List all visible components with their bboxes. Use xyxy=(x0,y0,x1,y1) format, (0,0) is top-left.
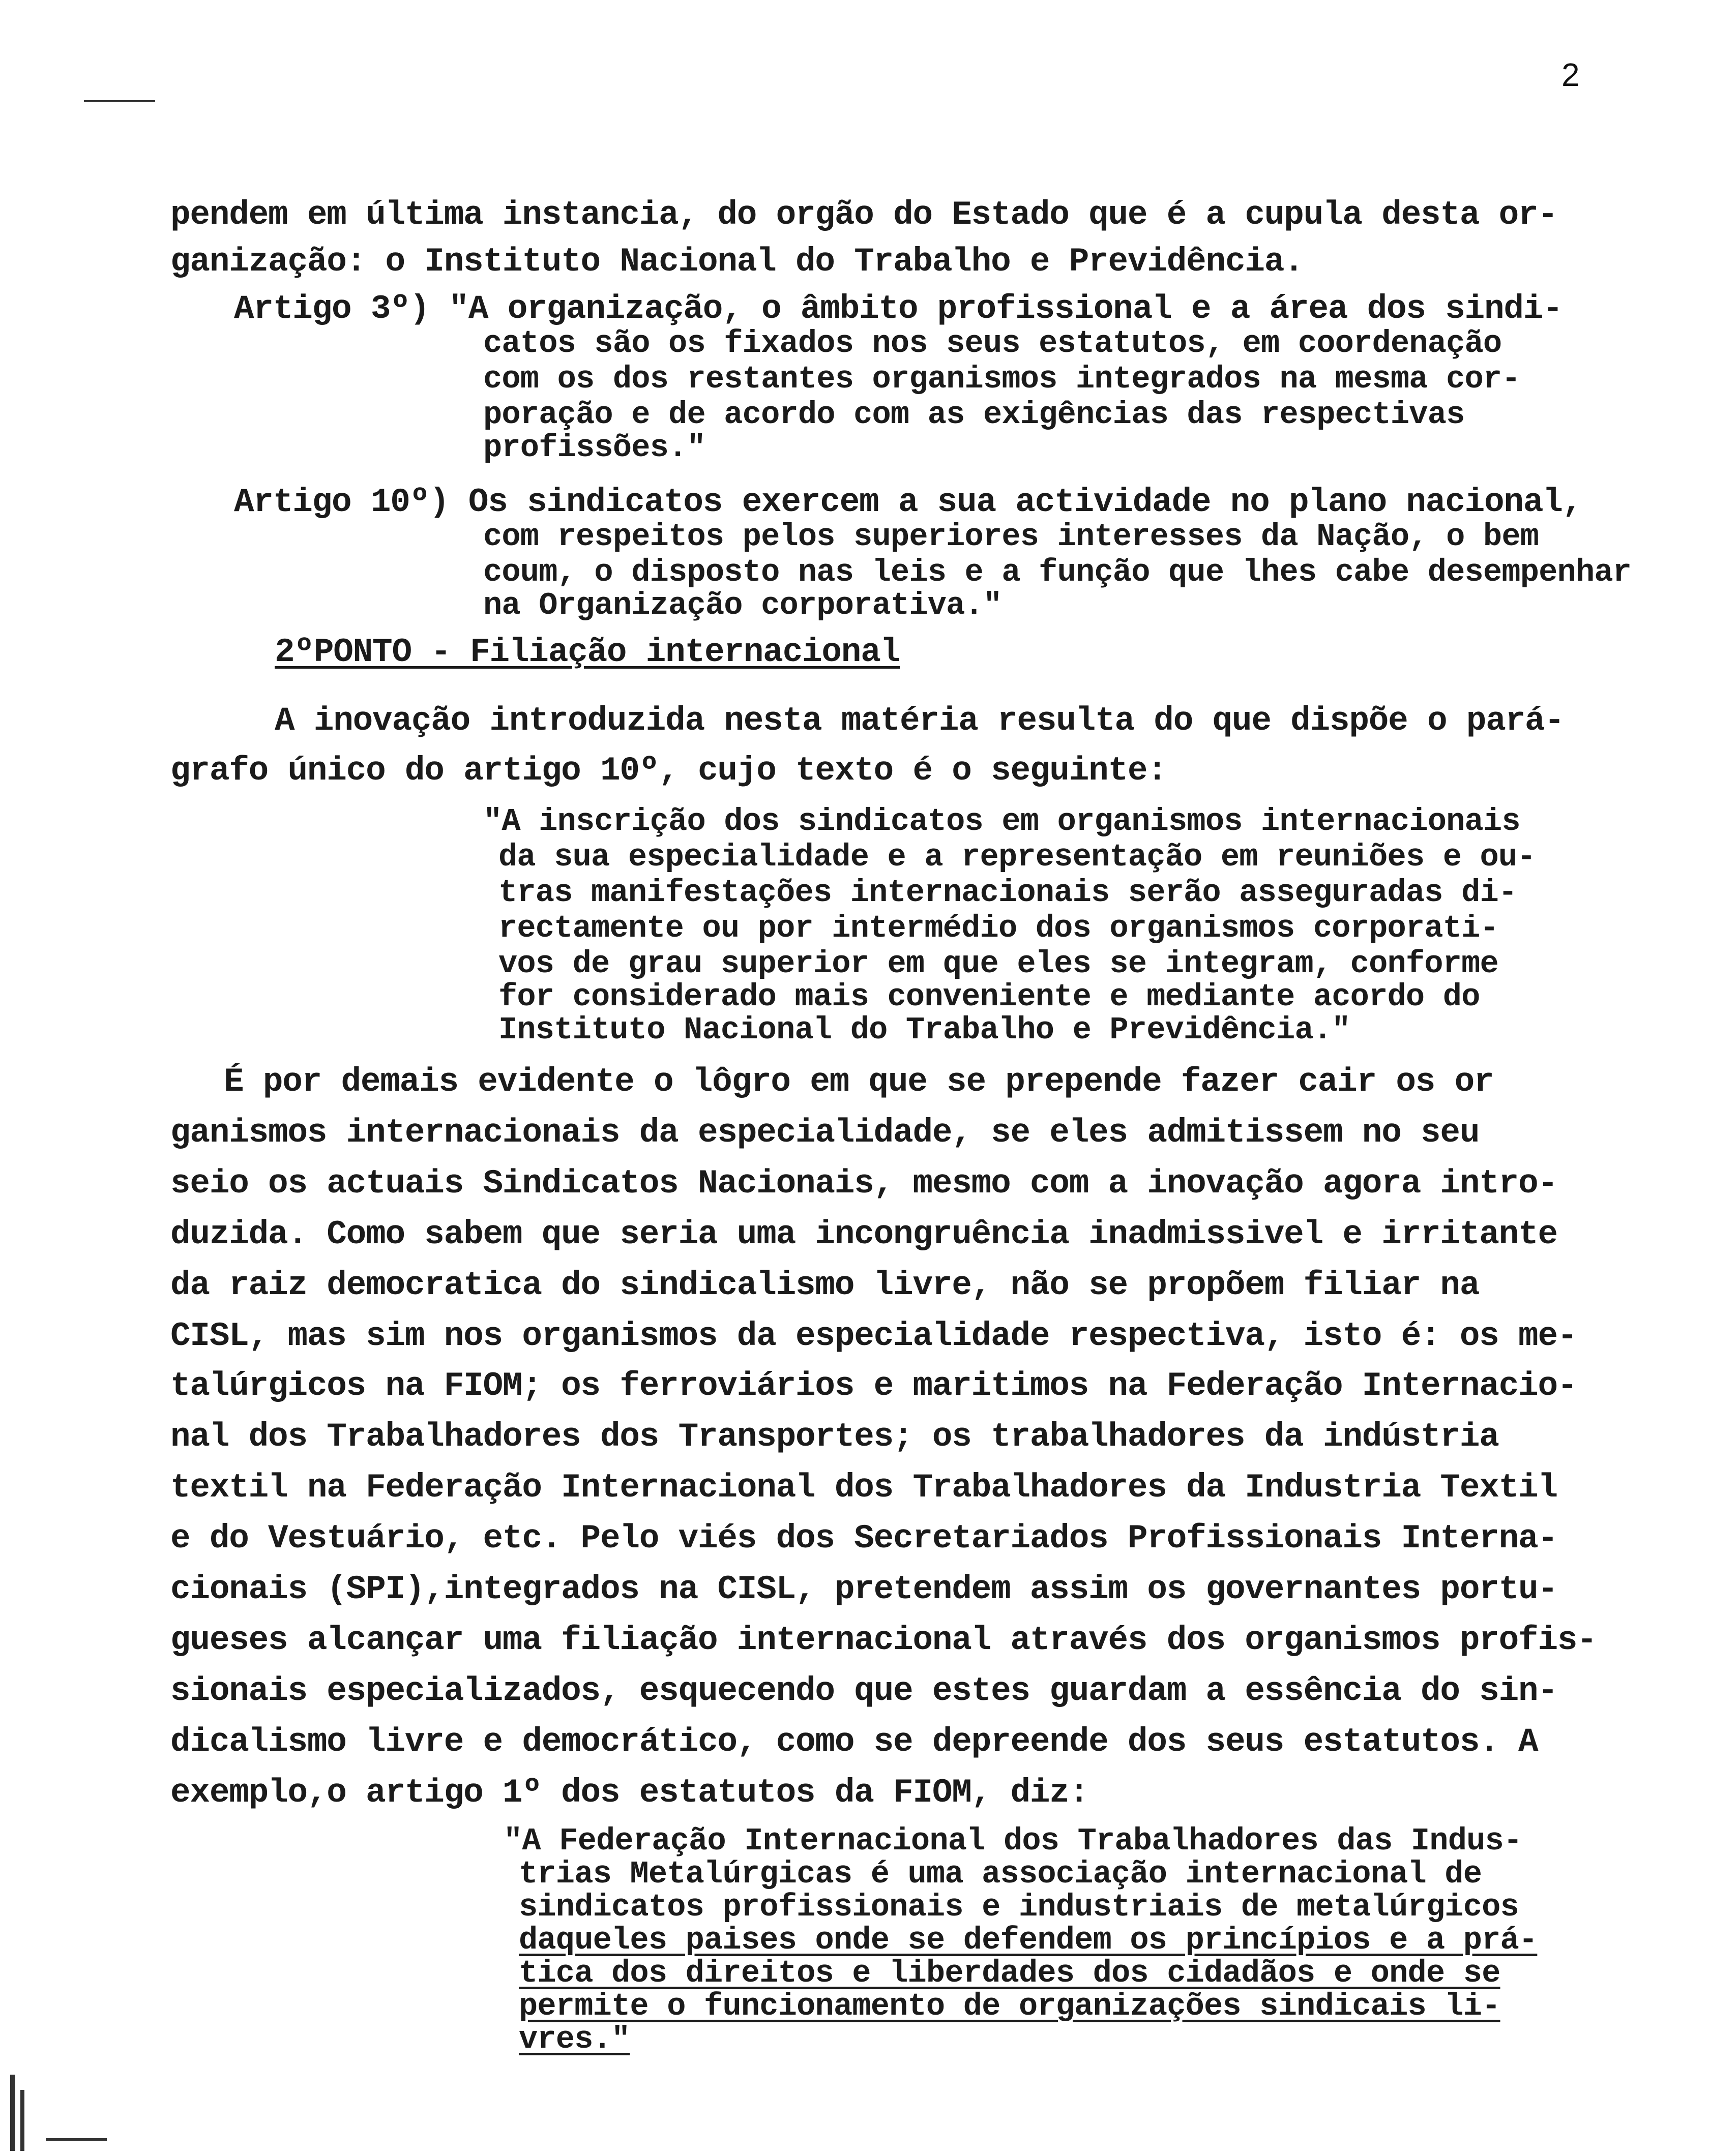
text-line: daqueles paises onde se defendem os princípios e a prá- xyxy=(519,1922,1538,1958)
text-line: da raiz democratica do sindicalismo livre, não se propõem filiar na xyxy=(170,1266,1480,1304)
text-line: tica dos direitos e liberdades dos cidadãos e onde se xyxy=(519,1955,1500,1991)
text-line: seio os actuais Sindicatos Nacionais, mesmo com a inovação agora intro- xyxy=(170,1164,1557,1203)
text-line: É por demais evidente o lôgro em que se prepende fazer cair os or xyxy=(224,1063,1494,1101)
text-line: poração e de acordo com as exigências das respectivas xyxy=(483,397,1465,433)
text-line: na Organização corporativa." xyxy=(483,587,1002,623)
text-line: Artigo 3º) "A organização, o âmbito profissional e a área dos sindi- xyxy=(234,290,1563,328)
text-line: grafo único do artigo 10º, cujo texto é o seguinte: xyxy=(170,752,1167,790)
text-line: pendem em última instancia, do orgão do Estado que é a cupula desta or- xyxy=(170,196,1557,234)
text-line: "A inscrição dos sindicatos em organismos internacionais xyxy=(483,803,1520,840)
text-line: ganismos internacionais da especialidade, se eles admitissem no seu xyxy=(170,1114,1480,1152)
text-line: com os dos restantes organismos integrados na mesma cor- xyxy=(483,361,1520,397)
text-line: sindicatos profissionais e industriais de metalúrgicos xyxy=(519,1889,1519,1925)
text-line: duzida. Como sabem que seria uma incongruência inadmissivel e irritante xyxy=(170,1215,1557,1253)
text-line: exemplo,o artigo 1º dos estatutos da FIOM, diz: xyxy=(170,1774,1089,1812)
text-line: com respeitos pelos superiores interesses da Nação, o bem xyxy=(483,519,1539,555)
text-line: vos de grau superior em que eles se integram, conforme xyxy=(498,946,1498,982)
text-line: permite o funcionamento de organizações sindicais li- xyxy=(519,1988,1500,2024)
text-line: dicalismo livre e democrático, como se depreende dos seus estatutos. A xyxy=(170,1723,1538,1761)
text-line: Instituto Nacional do Trabalho e Previdência." xyxy=(498,1012,1350,1048)
section-heading: 2ºPONTO - Filiação internacional xyxy=(275,633,900,671)
page-number: 2 xyxy=(1561,56,1580,93)
text-line: coum, o disposto nas leis e a função que lhes cabe desempenhar xyxy=(483,554,1632,590)
margin-mark xyxy=(84,100,155,102)
text-line: vres." xyxy=(519,2021,630,2057)
text-line: nal dos Trabalhadores dos Transportes; os trabalhadores da indústria xyxy=(170,1418,1499,1456)
text-line: sionais especializados, esquecendo que estes guardam a essência do sin- xyxy=(170,1672,1557,1710)
text-line: ganização: o Instituto Nacional do Trabalho e Previdência. xyxy=(170,243,1304,281)
text-line: talúrgicos na FIOM; os ferroviários e maritimos na Federação Internacio- xyxy=(170,1367,1577,1405)
text-line: e do Vestuário, etc. Pelo viés dos Secretariados Profissionais Interna- xyxy=(170,1519,1557,1558)
text-line: cionais (SPI),integrados na CISL, pretendem assim os governantes portu- xyxy=(170,1570,1557,1608)
text-line: gueses alcançar uma filiação internacional através dos organismos profis- xyxy=(170,1621,1597,1659)
text-line: da sua especialidade e a representação em reuniões e ou- xyxy=(498,839,1536,875)
margin-mark xyxy=(46,2138,107,2141)
text-line: profissões." xyxy=(483,430,705,466)
text-line: for considerado mais conveniente e mediante acordo do xyxy=(498,979,1480,1015)
text-line: tras manifestações internacionais serão asseguradas di- xyxy=(498,875,1517,911)
text-line: trias Metalúrgicas é uma associação internacional de xyxy=(519,1856,1482,1892)
text-line: A inovação introduzida nesta matéria resulta do que dispõe o pará- xyxy=(275,702,1564,740)
text-line: CISL, mas sim nos organismos da especialidade respectiva, isto é: os me- xyxy=(170,1317,1577,1355)
text-line: textil na Federação Internacional dos Trabalhadores da Industria Textil xyxy=(170,1469,1557,1507)
text-line: rectamente ou por intermédio dos organismos corporati- xyxy=(498,910,1498,946)
text-line: Artigo 10º) Os sindicatos exercem a sua actividade no plano nacional, xyxy=(234,483,1582,521)
text-line: catos são os fixados nos seus estatutos, em coordenação xyxy=(483,325,1502,362)
text-line: "A Federação Internacional dos Trabalhadores das Indus- xyxy=(504,1823,1522,1859)
margin-mark xyxy=(10,2075,15,2151)
margin-mark xyxy=(20,2090,24,2151)
